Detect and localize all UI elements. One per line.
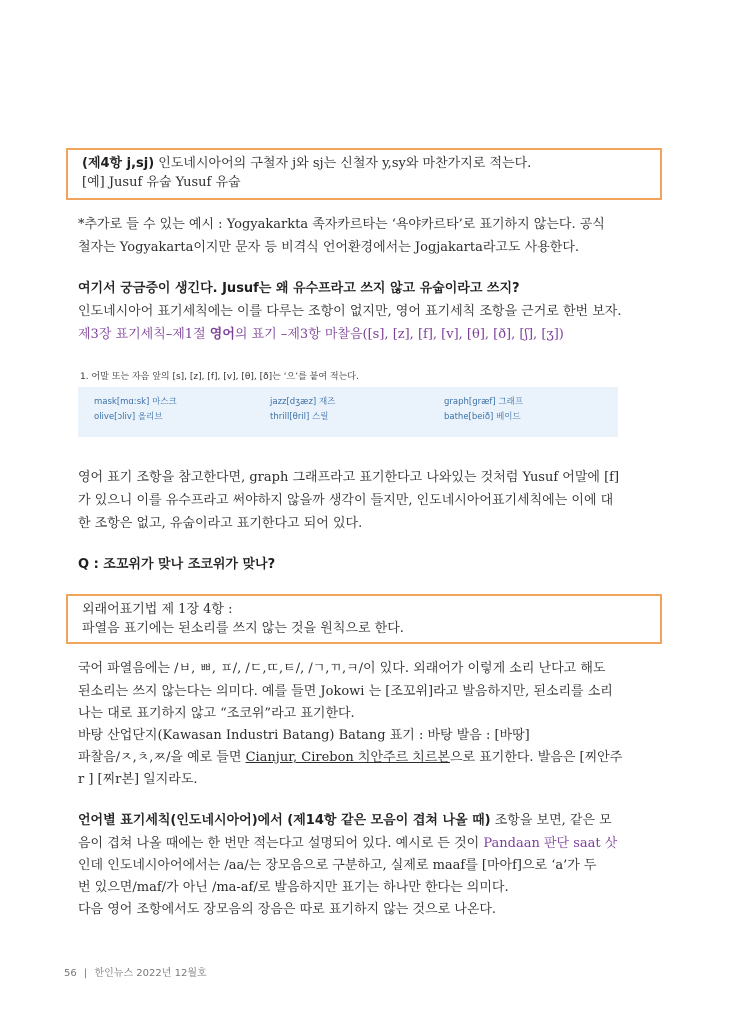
question-1-heading: 여기서 궁금증이 생긴다. Jusuf는 왜 유수프라고 쓰지 않고 유숩이라고 쓰지?	[78, 281, 520, 296]
cianjur-cirebon-text: Cianjur, Cirebon 치안주르 치르본	[245, 750, 450, 765]
body-3-line-5-b: 으로 표기한다. 발음은 [찌안주	[449, 750, 623, 765]
body-4-line-1	[78, 812, 678, 830]
body-1-line-1: 인도네시아어 표기세칙에는 이를 다루는 조항이 없지만, 영어 표기세칙 조항을 근거로 한번 보자.	[78, 304, 622, 319]
body-3-line-5	[78, 749, 678, 767]
figure-table	[78, 387, 618, 437]
body-3-line-2: 된소리는 쓰지 않는다는 의미다. 예를 들면 Jokowi 는 [조꼬위]라고 발음하지만, 된소리를 소리	[78, 684, 613, 699]
figure-cell: jazz[dʒæz] 재즈	[270, 397, 336, 407]
body-3-line-4: 바탕 산업단지(Kawasan Industri Batang) Batang 표기 : 바탕 발음 : [바땅]	[78, 728, 530, 743]
figure-cell: olive[ɔliv] 올리브	[94, 412, 163, 422]
figure-row	[94, 410, 602, 425]
rule-reference-b: 의 표기 –제3항 마찰음([s], [z], [f], [v], [θ], [ð], [ʃ], [ʒ])	[234, 327, 564, 342]
note-line-2: 철자는 Yogyakarta이지만 문자 등 비격식 언어환경에서는 Jogjakarta라고도 사용한다.	[78, 240, 580, 255]
figure-cell: bathe[beið] 베이드	[444, 412, 521, 422]
figure-cell: graph[græf] 그래프	[444, 397, 524, 407]
body-2-line-1: 영어 표기 조항을 참고한다면, graph 그래프라고 표기한다고 나와있는 것처럼 Yusuf 어말에 [f]	[78, 470, 620, 485]
body-1-line-2	[78, 326, 678, 344]
body-3-line-1: 국어 파열음에는 /ㅂ, ㅃ, ㅍ/, /ㄷ,ㄸ,ㅌ/, /ㄱ,ㄲ,ㅋ/이 있다. 외래어가 이렇게 소리 난다고 해도	[78, 661, 606, 676]
rule-reference-english: 영어	[209, 327, 235, 342]
rule-4-line-1	[82, 154, 646, 173]
body-3-line-6: r ] [찌r본] 일지라도.	[78, 772, 198, 787]
body-4-line-1-rest: 조항을 보면, 같은 모	[490, 813, 612, 828]
figure-cell: mask[mɑːsk] 마스크	[94, 397, 177, 407]
page-footer	[64, 964, 207, 979]
law-box-line-1: 외래어표기법 제 1장 4항 :	[82, 602, 233, 617]
body-4-line-3: 인데 인도네시아어에서는 /aa/는 장모음으로 구분하고, 실제로 maaf를 [마아f]으로 ‘a’가 두	[78, 858, 597, 873]
body-4-line-2	[78, 835, 678, 853]
figure-title: 1. 어말 또는 자음 앞의 [s], [z], [f], [v], [θ], [ð]는 ‘으’를 붙여 적는다.	[80, 372, 359, 382]
page-number: 56	[64, 968, 77, 979]
law-box	[66, 594, 662, 644]
body-4-line-5: 다음 영어 조항에서도 장모음의 장음은 따로 표기하지 않는 것으로 나온다.	[78, 902, 497, 917]
note-line-1: *추가로 들 수 있는 예시 : Yogyakarkta 족자카르타는 ‘욕야카르타’로 표기하지 않는다. 공식	[78, 217, 605, 232]
rule-reference-a: 제3장 표기세칙–제1절	[78, 327, 210, 342]
body-3-line-3: 나는 대로 표기하지 않고 “조코위”라고 표기한다.	[78, 706, 355, 721]
rule-4-text: 인도네시아어의 구철자 j와 sj는 신철자 y,sy와 마찬가지로 적는다.	[154, 156, 532, 171]
body-4-bold-heading: 언어별 표기세칙(인도네시아어)에서 (제14항 같은 모음이 겹쳐 나올 때)	[78, 813, 491, 828]
figure-cell: thrill[θril] 스릴	[270, 412, 329, 422]
issue-title: 한인뉴스 2022년 12월호	[94, 968, 207, 979]
rule-4-label: (제4항 j,sj)	[82, 156, 155, 171]
pandaan-saat-example: Pandaan 판단 saat 삿	[483, 836, 618, 851]
body-4-line-4: 번 있으면/maf/가 아닌 /ma-af/로 발음하지만 표기는 하나만 한다는 의미다.	[78, 880, 509, 895]
question-2-heading: Q : 조꼬위가 맞나 조코위가 맞나?	[78, 557, 276, 572]
body-4-line-2-a: 음이 겹쳐 나올 때에는 한 번만 적는다고 설명되어 있다. 예시로 든 것이	[78, 836, 484, 851]
rule-4-example: [예] Jusuf 유숩 Yusuf 유숩	[82, 175, 241, 190]
body-2-line-2: 가 있으니 이를 유수프라고 써야하지 않을까 생각이 들지만, 인도네시아어표기세칙에는 이에 대	[78, 493, 614, 508]
body-2-line-3: 한 조항은 없고, 유숩이라고 표기한다고 되어 있다.	[78, 516, 363, 531]
figure-row	[94, 395, 602, 410]
rule-4-box	[66, 148, 662, 200]
body-3-line-5-a: 파찰음/ㅈ,ㅊ,ㅉ/을 예로 들면	[78, 750, 246, 765]
law-box-line-2: 파열음 표기에는 된소리를 쓰지 않는 것을 원칙으로 한다.	[82, 621, 404, 636]
footer-separator: |	[83, 968, 88, 979]
